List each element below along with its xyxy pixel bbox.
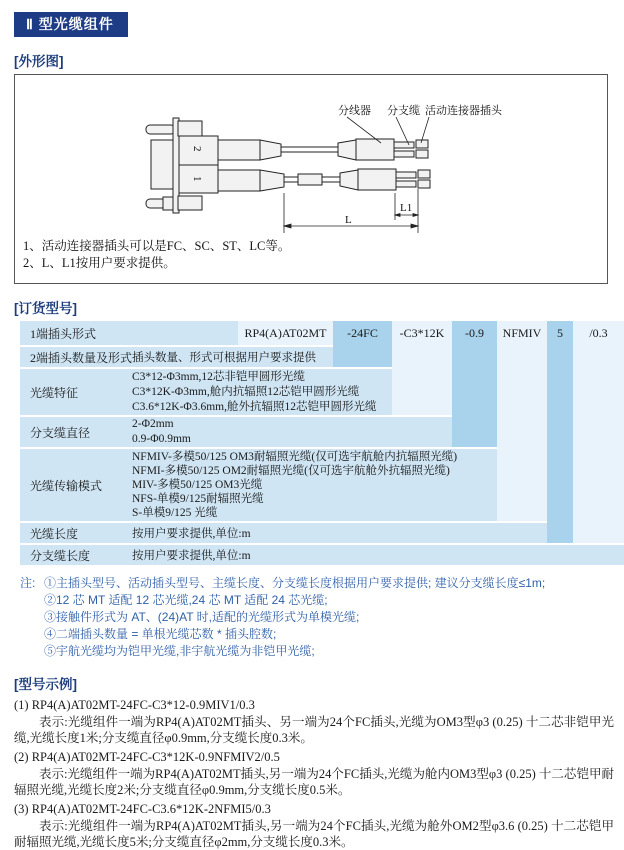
desc-line: C3*12-Φ3mm,12芯非铠甲圆形光缆 — [132, 370, 305, 383]
row-desc — [132, 347, 624, 367]
example-description: 表示:光缆组件一端为RP4(A)AT02MT插头,另一端为24个FC插头,光缆为舱内OM3型φ3 (0.25) 十二芯铠甲耐辐照光缆,光缆长度2米;分支缆直径φ0.9mm,分支缆长度0.5米。 — [14, 767, 614, 797]
note-item: ②12 芯 MT 适配 12 芯光缆,24 芯 MT 适配 24 芯光缆; — [44, 593, 328, 607]
note-item: ③接触件形式为 AT、(24)AT 时,适配的光缆形式为单模光缆; — [44, 610, 360, 624]
notes-prefix: 注: — [20, 576, 36, 590]
example-model: RP4(A)AT02MT-24FC-C3*12K-0.9NFMIV2/0.5 — [31, 750, 280, 764]
row-label: 1端插头形式 — [30, 326, 97, 341]
desc-line: 0.9-Φ0.9mm — [132, 433, 191, 445]
label-branch-cable: 分支缆 — [387, 105, 420, 117]
row-desc — [132, 523, 624, 543]
backshells — [218, 140, 284, 191]
desc-line: MIV-多模50/125 OM3光缆 — [132, 479, 263, 491]
desc-line: 插头数量、形式可根据用户要求提供 — [132, 352, 316, 364]
table-row — [20, 523, 624, 543]
row-label: 2端插头数量及形式 — [30, 350, 133, 365]
note-item: ①主插头型号、活动插头型号、主缆长度、分支缆长度根据用户要求提供; 建议分支缆长度≤1m; — [44, 576, 546, 590]
row-desc — [132, 369, 624, 415]
code-segment-branch-length: /0.3 — [589, 326, 608, 340]
dim-label-l: L — [345, 214, 352, 226]
code-segment-plug-count: -24FC — [347, 326, 378, 340]
example-model: RP4(A)AT02MT-24FC-C3.6*12K-2NFMI5/0.3 — [31, 802, 271, 816]
example-model: RP4(A)AT02MT-24FC-C3*12-0.9MIV1/0.3 — [31, 698, 255, 712]
drawing-note-line: 2、L、L1按用户要求提供。 — [23, 256, 176, 270]
code-segment-shell: RP4(A)AT02MT — [244, 326, 327, 340]
row-label: 光缆特征 — [30, 385, 79, 400]
example-number: (3) — [14, 802, 29, 816]
desc-line: NFS-单模9/125耐辐照光缆 — [132, 493, 264, 505]
desc-line: 按用户要求提供,单位:m — [132, 528, 251, 540]
row-label: 分支缆长度 — [30, 548, 91, 563]
cable-assembly-diagram — [15, 75, 607, 238]
note-item: ⑤宇航光缆均为铠甲光缆,非宇航光缆为非铠甲光缆; — [44, 644, 315, 658]
row-label: 光缆长度 — [30, 526, 79, 541]
pin-number-1: 1 — [191, 176, 203, 182]
row-label: 分支缆直径 — [30, 425, 91, 440]
table-row — [20, 545, 624, 565]
desc-line: C3.6*12K-Φ3.6mm,舱外抗辐照12芯铠甲圆形光缆 — [132, 400, 377, 413]
ordering-code-table — [20, 321, 624, 565]
main-cables — [281, 147, 340, 185]
example-number: (1) — [14, 698, 29, 712]
example-model-line — [14, 749, 614, 766]
ordering-notes — [20, 575, 612, 660]
code-segment-cable-feature: -C3*12K — [399, 326, 445, 340]
label-connector-plug: 活动连接器插头 — [425, 105, 502, 117]
desc-line: NFMI-多模50/125 OM2耐辐照光缆(仅可选宇航舱外抗辐照光缆) — [132, 465, 450, 477]
section-head-outline: [外形图] — [14, 54, 64, 69]
example-model-line — [14, 697, 614, 714]
connector-body — [179, 136, 218, 193]
table-row — [20, 449, 624, 521]
desc-line: 2-Φ2mm — [132, 418, 174, 430]
desc-line: NFMIV-多模50/125 OM3耐辐照光缆(仅可选宇航舱内抗辐照光缆) — [132, 451, 458, 463]
row-desc — [132, 545, 624, 565]
drawing-note-line: 1、活动连接器插头可以是FC、SC、ST、LC等。 — [23, 239, 291, 253]
section-head-ordering: [订货型号] — [14, 301, 77, 316]
table-row — [20, 347, 624, 367]
outline-drawing-box — [14, 74, 608, 284]
page-title: Ⅱ 型光缆组件 — [14, 12, 128, 37]
example-model-line — [14, 801, 614, 818]
top-splitter-assembly — [338, 139, 428, 160]
row-label: 光缆传输模式 — [30, 478, 103, 493]
dimension-lines — [284, 189, 418, 233]
table-row — [20, 369, 624, 415]
desc-line: S-单模9/125 光缆 — [132, 507, 218, 519]
row-desc — [132, 417, 624, 447]
notes-items — [44, 575, 545, 660]
dim-label-l1: L1 — [400, 202, 413, 214]
section-head-examples: [型号示例] — [14, 677, 77, 692]
label-splitter: 分线器 — [338, 105, 371, 117]
code-segment-transmission-mode: NFMIV — [502, 326, 542, 340]
example-description: 表示:光缆组件一端为RP4(A)AT02MT插头、另一端为24个FC插头,光缆为OM3型φ3 (0.25) 十二芯非铠甲光缆,光缆长度1米;分支缆直径φ0.9mm,分支缆长度0.3米。 — [14, 715, 614, 745]
pin-number-2: 2 — [191, 146, 203, 152]
row-desc — [132, 449, 624, 521]
code-segment-branch-diameter: -0.9 — [465, 326, 484, 340]
model-examples — [14, 697, 614, 850]
bottom-splitter-assembly — [340, 169, 430, 190]
code-segment-cable-length: 5 — [557, 326, 563, 340]
desc-line: 按用户要求提供,单位:m — [132, 550, 251, 562]
desc-line: C3*12K-Φ3mm,舱内抗辐照12芯铠甲圆形光缆 — [132, 385, 360, 398]
table-row — [20, 417, 624, 447]
drawing-notes — [15, 238, 607, 272]
example-description: 表示:光缆组件一端为RP4(A)AT02MT插头,另一端为24个FC插头,光缆为舱外OM2型φ3.6 (0.25) 十二芯铠甲耐辐照光缆,光缆长度5米;分支缆直径φ2mm,分支缆长度0.3米。 — [14, 819, 614, 849]
note-item: ④二端插头数量 = 单根光缆芯数 * 插头腔数; — [44, 627, 277, 641]
example-number: (2) — [14, 750, 29, 764]
